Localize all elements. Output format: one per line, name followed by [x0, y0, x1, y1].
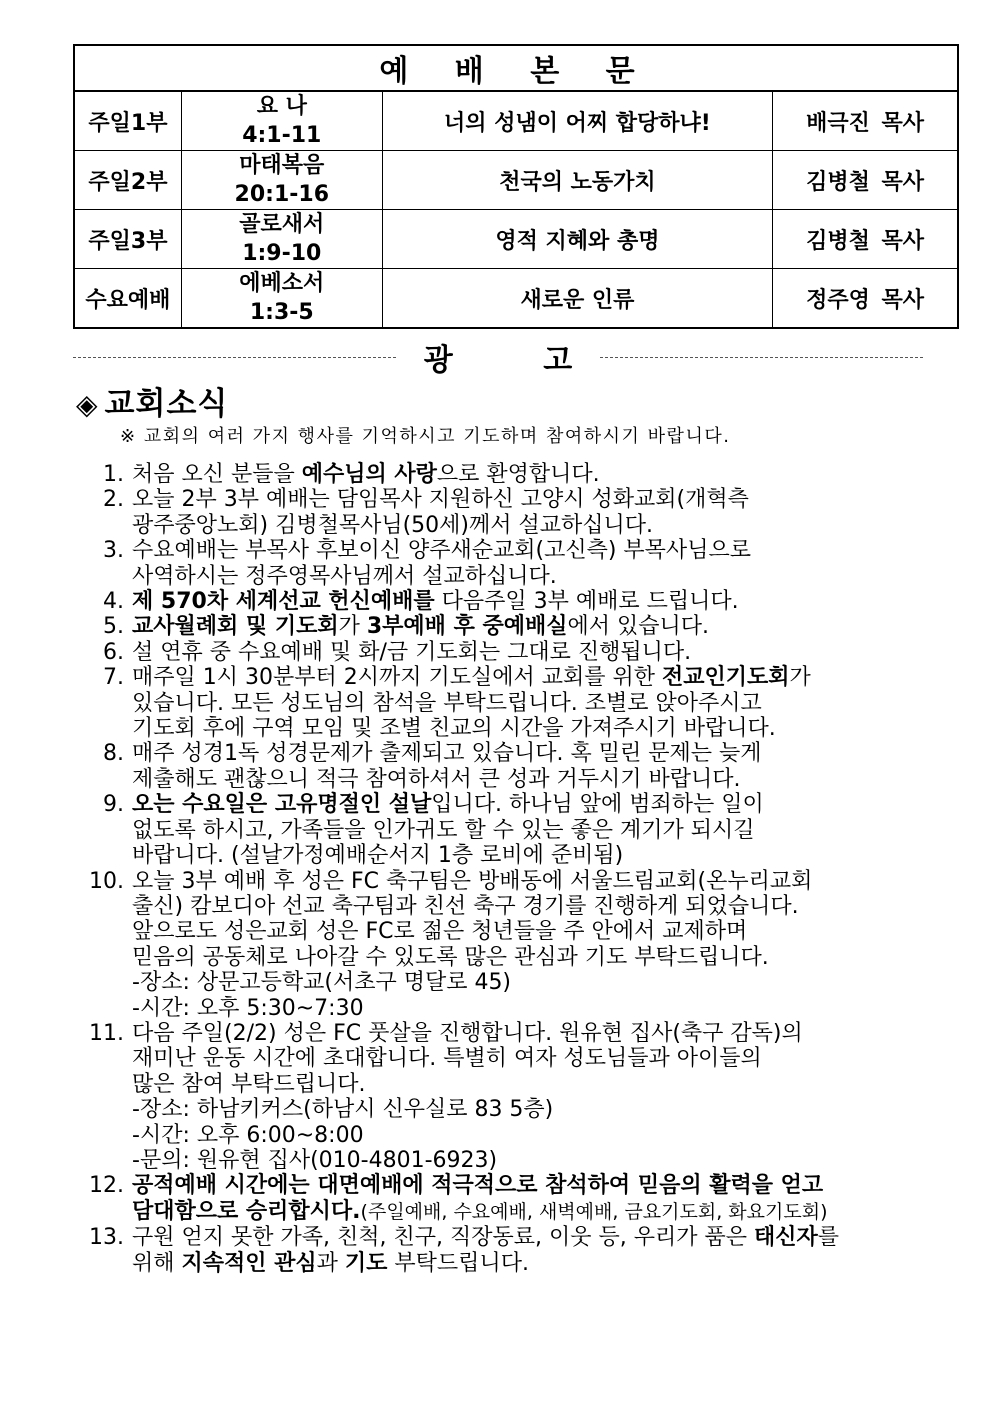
- preacher: 김병철 목사: [773, 151, 958, 210]
- sermon-title: 새로운 인류: [382, 269, 773, 329]
- service-name: 수요예배: [74, 269, 181, 329]
- list-item: 12. 공적예배 시간에는 대면예배에 적극적으로 참석하여 믿음의 활력을 얻고 담대함으로 승리합시다.(주일예배, 수요예배, 새벽예배, 금요기도회, 화요기도회): [89, 1173, 828, 1224]
- list-item: 13. 구원 얻지 못한 가족, 친척, 친구, 직장동료, 이웃 등, 우리가 품은 태신자를 위해 지속적인 관심과 기도 부탁드립니다.: [89, 1225, 839, 1276]
- scripture-ref: 골로새서 1:9-10: [181, 210, 382, 269]
- news-list: [70, 462, 860, 1276]
- section-title: 교회소식: [104, 386, 229, 422]
- sermon-title: 영적 지혜와 총명: [382, 210, 773, 269]
- section-heading: [76, 378, 228, 423]
- preacher: 배극진 목사: [773, 91, 958, 151]
- sermon-title: 천국의 노동가치: [382, 151, 773, 210]
- announcements-header: [73, 340, 923, 378]
- list-item: 3. 수요예배는 부목사 후보이신 양주새순교회(고신측) 부목사님으로 사역하시는 정주영목사님께서 설교하십니다.: [103, 538, 751, 589]
- service-name: 주일1부: [74, 91, 181, 151]
- list-item: 5. 교사월례회 및 기도회가 3부예배 후 중예배실에서 있습니다.: [103, 614, 709, 640]
- service-name: 주일3부: [74, 210, 181, 269]
- scripture-ref: 에베소서 1:3-5: [181, 269, 382, 329]
- sermon-row: [74, 210, 958, 269]
- sermon-table: [73, 44, 959, 329]
- preacher: 정주영 목사: [773, 269, 958, 329]
- list-item: 10. 오늘 3부 예배 후 성은 FC 축구팀은 방배동에 서울드림교회(온누리교회 출신) 캄보디아 선교 축구팀과 친선 축구 경기를 진행하게 되었습니다. 앞으로도 성은교회 성은 FC로 젊은 청년들을 주 안에서 교제하며 믿음의 공동체로 나아갈 수 있도록 많은 관심과 기도 부탁드립니다. -장소: 상문고등학교(서초구 명달로 45) -시간: 오후 5:30~7:30: [89, 868, 813, 1021]
- list-item: 7. 매주일 1시 30분부터 2시까지 기도실에서 교회를 위한 전교인기도회가 있습니다. 모든 성도님의 참석을 부탁드립니다. 조별로 앉아주시고 기도회 후에 구역 모임 및 조별 친교의 시간을 가져주시기 바랍니다.: [103, 665, 811, 742]
- diamond-bullet-icon: ◈: [76, 388, 99, 421]
- announcements-title: 광 고: [423, 343, 613, 378]
- list-item: 2. 오늘 2부 3부 예배는 담임목사 지원하신 고양시 성화교회(개혁측 광주중앙노회) 김병철목사님(50세)께서 설교하십니다.: [103, 487, 749, 538]
- list-item: 4. 제 570차 세계선교 헌신예배를 다음주일 3부 예배로 드립니다.: [103, 589, 739, 615]
- section-note: ※ 교회의 여러 가지 행사를 기억하시고 기도하며 참여하시기 바랍니다.: [120, 426, 731, 447]
- sermon-row: [74, 151, 958, 210]
- sermon-row: [74, 269, 958, 329]
- sermon-title: 너의 성냄이 어찌 합당하냐!: [382, 91, 773, 151]
- list-item: 8. 매주 성경1독 성경문제가 출제되고 있습니다. 혹 밀린 문제는 늦게 제출해도 괜찮으니 적극 참여하셔서 큰 성과 거두시기 바랍니다.: [103, 741, 762, 792]
- scripture-ref: 요 나 4:1-11: [181, 91, 382, 151]
- divider: [73, 357, 396, 358]
- sermon-row: [74, 91, 958, 151]
- service-name: 주일2부: [74, 151, 181, 210]
- scripture-ref: 마태복음 20:1-16: [181, 151, 382, 210]
- list-item: 6. 설 연휴 중 수요예배 및 화/금 기도회는 그대로 진행됩니다.: [103, 639, 692, 665]
- list-item: 9. 오는 수요일은 고유명절인 설날입니다. 하나님 앞에 범죄하는 일이 없도록 하시고, 가족들을 인가귀도 할 수 있는 좋은 계기가 되시길 바랍니다. (설날가정예배순서지 1층 로비에 준비됨): [103, 792, 764, 869]
- preacher: 김병철 목사: [773, 210, 958, 269]
- list-item: 1. 처음 오신 분들을 예수님의 사랑으로 환영합니다.: [103, 462, 600, 487]
- sermon-table-title: 예 배 본 문: [74, 45, 958, 91]
- list-item: 11. 다음 주일(2/2) 성은 FC 풋살을 진행합니다. 원유현 집사(축구 감독)의 재미난 운동 시간에 초대합니다. 특별히 여자 성도님들과 아이들의 많은 참여 부탁드립니다. -장소: 하남키커스(하남시 신우실로 83 5층) -시간: 오후 6:00~8:00 -문의: 원유현 집사(010-4801-6923): [89, 1020, 803, 1173]
- divider: [600, 357, 923, 358]
